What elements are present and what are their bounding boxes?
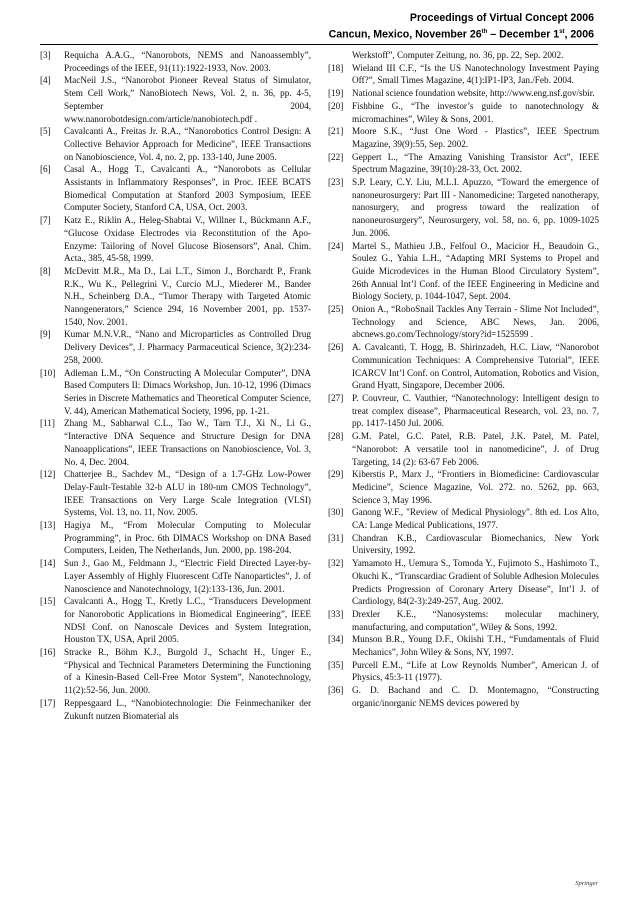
reference-text: Fishbine G., “The investor’s guide to nanotechnology & micromachines”, Wiley & Sons, 2001. [352, 100, 599, 124]
reference-entry [328, 430, 599, 468]
reference-entry [40, 74, 311, 125]
publisher-footer: Springer [575, 880, 598, 887]
reference-entry [328, 49, 599, 62]
reference-text: S.P. Leary, C.Y. Liu, M.L.I. Apuzzo, “Toward the emergence of nanoneurosurgery: Part III - Nanomedicine: Targeted nanotherapy, nanosurgery, and progress toward the realization of nanoneurosurgery”, Neurosurgery, vol. 58, no. 6, pp. 1009-1025 Jun. 2006. [352, 177, 599, 238]
reference-number: [26] [328, 342, 344, 353]
reference-text: A. Cavalcanti, T. Hogg, B. Shirinzadeh, H.C. Liaw, “Nanorobot Communication Techniques: A Comprehensive Tutorial”, IEEE ICARCV Int’l Conf. on Control, Automation, Robotics and Vision, Grand Hyatt, Singapore, December 2006. [352, 342, 599, 391]
reference-text: G.M. Patel, G.C. Patel, R.B. Patel, J.K. Patel, M. Patel, “Nanorobot: A versatile tool in nanomedicine”, J. of Drug Targeting, 14 (2): 63-67 Feb 2006. [352, 431, 599, 467]
reference-entry [40, 49, 311, 74]
reference-entry [328, 341, 599, 392]
reference-entry [328, 468, 599, 506]
reference-number: [19] [328, 88, 344, 99]
reference-text: Yamamoto H., Uemura S., Tomoda Y., Fujimoto S., Hashimoto T., Okuchi K., “Transcardiac Gradient of Soluble Adhesion Molecules Predicts Progression of Coronary Artery Disease”, Int’l J. of Cardiology, 84(2-3):249-257, Aug. 2002. [352, 558, 599, 607]
reference-text: Kiberstis P., Marx J., “Frontiers in Biomedicine: Cardiovascular Medicine”, Science Magazine, Vol. 272. no. 5262, pp. 663, Science 3, May 1996. [352, 469, 599, 505]
reference-text: Geppert L., “The Amazing Vanishing Transistor Act”, IEEE Spectrum Magazine, 39(10):28-33, Oct. 2002. [352, 151, 599, 175]
reference-number: [4] [40, 75, 51, 86]
reference-number: [28] [328, 431, 344, 442]
reference-number: [7] [40, 215, 51, 226]
reference-text: Purcell E.M., “Life at Low Reynolds Number”, American J. of Physics, 45:3-11 (1977). [352, 659, 599, 683]
reference-entry [40, 328, 311, 366]
reference-entry [40, 697, 311, 722]
reference-entry [328, 608, 599, 633]
reference-text: Katz E., Riklin A., Heleg-Shabtai V., Willner I., Bückmann A.F., “Glucose Oxidase Electrodes via Reconstitution of the Apo-Enzyme: Tailoring of Novel Glucose Biosensors”, Anal. Chim. Acta., 385, 45-58, 1999. [64, 215, 311, 264]
reference-entry [40, 557, 311, 595]
reference-number: [35] [328, 659, 344, 670]
reference-entry [328, 659, 599, 684]
reference-number: [30] [328, 507, 344, 518]
reference-entry [40, 214, 311, 265]
reference-text: National science foundation website, http://www.eng.nsf.gov/sbir. [352, 88, 595, 99]
reference-number: [22] [328, 151, 344, 162]
reference-text: Chandran K.B., Cardiovascular Biomechanics, New York University, 1992. [352, 532, 599, 556]
reference-entry [328, 100, 599, 125]
header-proceedings-title: Proceedings of Virtual Concept 2006 [409, 12, 594, 24]
reference-text: Cavalcanti A., Freitas Jr. R.A., “Nanorobotics Control Design: A Collective Behavior Approach for Medicine”, IEEE Transactions on Nanobioscience, Vol. 4, no. 2, pp. 133-140, June 2005. [64, 126, 311, 162]
reference-number: [14] [40, 558, 56, 569]
reference-number: [24] [328, 240, 344, 251]
reference-number: [9] [40, 329, 51, 340]
reference-text: MacNeil J.S., “Nanorobot Pioneer Reveal Status of Simulator, Stem Cell Work,” NanoBiotech News, Vol. 2, n. 36, pp. 4-5, September 2004, www.nanorobotdesign.com/article/nanobiotech.pdf . [64, 75, 311, 124]
reference-entry [40, 417, 311, 468]
reference-entry [40, 163, 311, 214]
reference-entry [328, 506, 599, 531]
references-left-column [40, 49, 311, 722]
reference-number: [8] [40, 265, 51, 276]
reference-entry [40, 125, 311, 163]
reference-number: [3] [40, 50, 51, 60]
reference-entry [328, 532, 599, 557]
reference-text: Hagiya M., “From Molecular Computing to Molecular Programming”, in Proc. 6th DIMACS Workshop on DNA Based Computers, Leiden, The Netherlands, Jun. 2000, pp. 198-204. [64, 520, 311, 556]
reference-number: [20] [328, 100, 344, 111]
reference-text: Ganong W.F., "Review of Medical Physiology". 8th ed. Los Alto, CA: Lange Medical Publications, 1977. [352, 507, 599, 531]
reference-entry [328, 62, 599, 87]
reference-entry [40, 265, 311, 329]
reference-text: Moore S.K., “Just One Word - Plastics”, IEEE Spectrum Magazine, 39(9):55, Sep. 2002. [352, 126, 599, 149]
reference-text: Reppesgaard L., “Nanobiotechnologie: Die Feinmechaniker der Zukunft nutzen Biomaterial als [64, 697, 311, 721]
reference-number: [10] [40, 367, 56, 378]
reference-number: [32] [328, 558, 344, 569]
header-rule [40, 44, 598, 45]
reference-entry [40, 646, 311, 697]
reference-number: [6] [40, 164, 51, 175]
reference-text: Cavalcanti A., Hogg T., Kretly L.C., “Transducers Development for Nanorobotic Applications in Biomedical Engineering”, IEEE NDSI Conf. on Nanoscale Devices and System Integration, Houston TX, USA, April 2005. [64, 596, 311, 645]
reference-entry [328, 125, 599, 150]
reference-number: [18] [328, 62, 344, 73]
reference-entry [328, 151, 599, 176]
reference-entry [328, 557, 599, 608]
reference-number: [29] [328, 469, 344, 480]
reference-number: [25] [328, 304, 344, 315]
reference-entry [328, 303, 599, 341]
reference-number: [21] [328, 126, 344, 137]
reference-text: McDevitt M.R., Ma D., Lai L.T., Simon J., Borchardt P., Frank R.K., Wu K., Pellegrini V., Curcio M.J., Miederer M., Bander N.H., Scheinberg D.A., “Tumor Therapy with Targeted Atomic Nanogenerators,” Science 294, 16 November 2001, pp. 1537-1540, Nov. 2001. [64, 265, 311, 327]
references-right-column [328, 49, 599, 710]
reference-number: [36] [328, 685, 344, 696]
reference-entry [40, 595, 311, 646]
reference-entry [328, 633, 599, 658]
reference-number: [27] [328, 392, 344, 403]
reference-text: Wieland III C.F., “Is the US Nanotechnology Investment Paying Off?”, Small Times Magazine, 4(1):IP1-IP3, Jan./Feb. 2004. [352, 62, 599, 86]
reference-number: [33] [328, 608, 344, 619]
reference-number: [13] [40, 520, 56, 531]
reference-number: [16] [40, 647, 56, 658]
reference-number: [34] [328, 634, 344, 645]
reference-text: Zhang M., Sabharwal C.L., Tao W., Tarn T.J., Xi N., Li G., “Interactive DNA Sequence and Structure Design for DNA Nanoapplications”, IEEE Transactions on Nanobioscience, Vol. 3, No. 4, Dec. 2004. [64, 418, 311, 467]
reference-text: Adleman L.M., “On Constructing A Molecular Computer”, DNA Based Computers II: Dimacs Workshop, Jun. 10-12, 1996 (Dimacs Series in Discrete Mathematics and Theoretical Computer Science, V. 44), American Mathematical Society, 1996, pp. 1-21. [64, 367, 311, 416]
reference-number: [12] [40, 469, 56, 480]
reference-number: [23] [328, 177, 344, 188]
reference-text: Martel S., Mathieu J.B., Felfoul O., Macicior H., Beaudoin G., Soulez G., Yahia L.H., “Adapting MRI Systems to Propel and Guide Microdevices in the Human Blood Circulatory System”, 26th Annual Int’l Conf. of the IEEE Engineering in Medicine and Biology Society, p. 1044-1047, Sept. 2004. [352, 240, 599, 302]
reference-entry [328, 392, 599, 430]
reference-text: Requicha A.A.G., “Nanorobots, NEMS and Nanoassembly”, Proceedings of the IEEE, 91(11):1922-1933, Nov. 2003. [64, 50, 311, 73]
reference-number: [15] [40, 596, 56, 607]
reference-text: Munson B.R., Young D.F., Okiishi T.H., “Fundamentals of Fluid Mechanics”, John Wiley & Sons, NY, 1997. [352, 634, 599, 658]
reference-text: P. Couvreur, C. Vauthier, “Nanotechnology: Intelligent design to treat complex disease”, Pharmaceutical Research, vol. 23, no. 7, pp. 1417-1450 Jul. 2006. [352, 392, 599, 429]
reference-number: [17] [40, 697, 56, 708]
reference-text: Drexler K.E., “Nanosystems: molecular machinery, manufacturing, and computation”, Wiley & Sons, 1992. [352, 608, 599, 632]
reference-text: Kumar M.N.V.R., “Nano and Microparticles as Controlled Drug Delivery Devices”, J. Pharmacy Parmaceutical Science, 3(2):234-258, 2000. [64, 329, 311, 365]
reference-text: Sun J., Gao M., Feldmann J., “Electric Field Directed Layer-by-Layer Assembly of Highly Fluorescent CdTe Nanoparticles”, J. of Nanoscience and Nanotechnology, 1(2):133-136, Jun. 2001. [64, 558, 311, 594]
reference-number [328, 49, 352, 62]
reference-text: Stracke R., Böhm K.J., Burgold J., Schacht H., Unger E., “Physical and Technical Parameters Determining the Functioning of a Kinesin-Based Cell-Free Motor System”, Nanotechnology, 11(2):52-56, Jun. 2000. [64, 647, 311, 696]
reference-entry [328, 240, 599, 304]
reference-number: [31] [328, 532, 344, 543]
reference-entry [40, 367, 311, 418]
header-location-date: Cancun, Mexico, November 26th – December 1st, 2006 [328, 28, 594, 41]
reference-text: G. D. Bachand and C. D. Montemagno, “Constructing organic/inorganic NEMS devices powered by [352, 685, 599, 708]
reference-text: Chatterjee B., Sachdev M., “Design of a 1.7-GHz Low-Power Delay-Fault-Testable 32-b ALU in 180-nm CMOS Technology”, IEEE Transactions on Very Large Scale Integration (VLSI) Systems, Vol. 13, no. 11, Nov. 2005. [64, 469, 311, 518]
reference-entry [40, 468, 311, 519]
reference-entry [40, 519, 311, 557]
reference-entry [328, 176, 599, 240]
reference-number: [5] [40, 126, 51, 137]
reference-text: Werkstoff”, Computer Zeitung, no. 36, pp. 22, Sep. 2002. [352, 50, 564, 60]
reference-number: [11] [40, 418, 55, 429]
reference-text: Casal A., Hogg T., Cavalcanti A., “Nanorobots as Cellular Assistants in Inflammatory Responses”, in Proc. IEEE BCATS Biomedical Computation at Stanford 2003 Symposium, IEEE Computer Society, Stanford CA, USA, Oct. 2003. [64, 164, 311, 213]
reference-entry [328, 684, 599, 709]
reference-text: Onion A., “RoboSnail Tackles Any Terrain - Slime Not Included”, Technology and Science, ABC News, Jan. 2006, abcnews.go.com/Technology/story?id=1525599 . [352, 304, 599, 340]
reference-entry [328, 87, 599, 100]
page-header [300, 12, 594, 42]
